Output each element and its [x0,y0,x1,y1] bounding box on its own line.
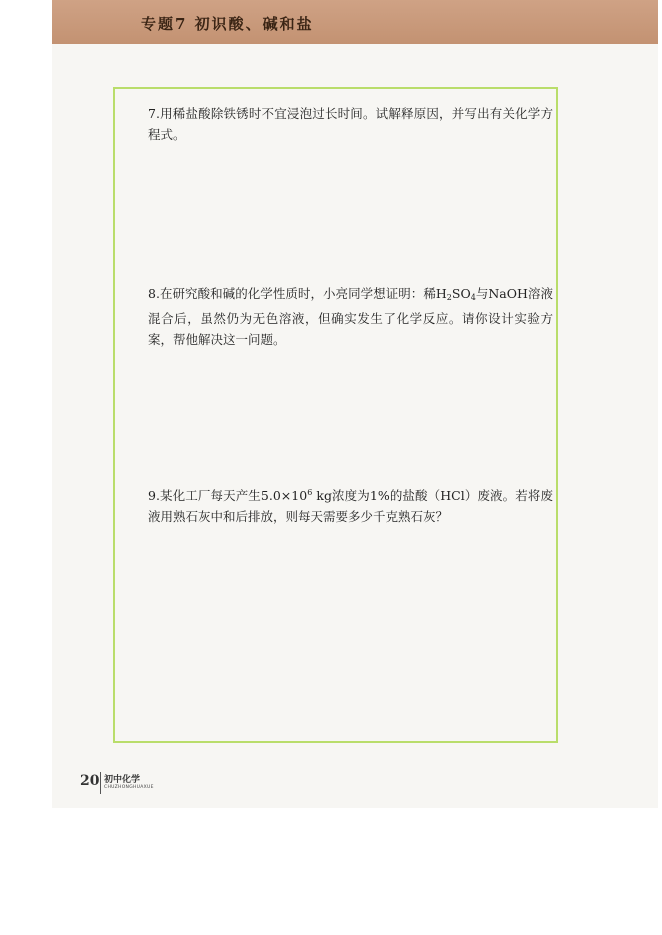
question-9-text-a: 9.某化工厂每天产生5.0×10 [148,488,308,503]
book-title-pinyin: CHUZHONGHUAXUE [104,785,154,790]
chapter-title: 专题7 初识酸、碱和盐 [141,15,314,33]
question-8-text-c: 与NaOH溶液混合后，虽然仍为无色溶液，但确实发生了化学反应。请你设计实验方案，帮他解决这一问题。 [148,286,553,347]
footer-divider [100,772,101,794]
question-8-text-a: 8.在研究酸和碱的化学性质时，小亮同学想证明：稀H [148,286,447,301]
question-8-subscript-2: 2 [446,293,452,302]
question-9-text-b: kg浓度为1%的盐酸（HCl）废液。若将废液用熟石灰中和后排放，则每天需要多少千克熟石灰？ [148,488,554,524]
question-8-text-b: SO [451,286,471,301]
question-8 [148,283,553,350]
question-9-exponent: 6 [307,488,313,497]
question-9 [148,482,553,527]
question-7-text: 7.用稀盐酸除铁锈时不宜浸泡过长时间。试解释原因，并写出有关化学方程式。 [148,106,553,142]
book-title: 初中化学 [104,775,141,785]
question-7 [148,103,553,145]
question-8-subscript-4: 4 [470,293,476,302]
page-number: 20 [80,773,100,789]
answer-area-frame [113,87,558,743]
